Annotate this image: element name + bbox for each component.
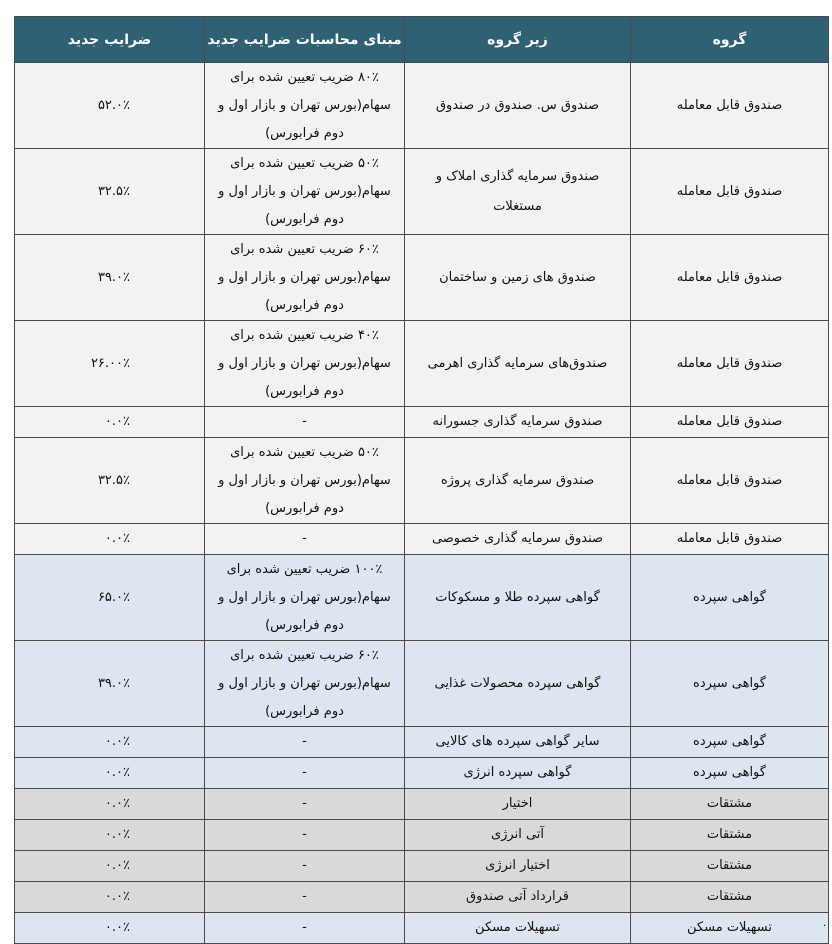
rates-table xyxy=(14,16,829,944)
cell-basis: - xyxy=(205,789,405,820)
cell-subgroup: گواهی سپرده طلا و مسکوکات xyxy=(405,555,631,641)
cell-new-rate: ۳۹.۰٪ xyxy=(15,235,205,321)
cell-new-rate: ۰.۰٪ xyxy=(15,407,205,438)
cell-new-rate: ۳۲.۵٪ xyxy=(15,438,205,524)
table-row xyxy=(15,913,829,944)
header-subgroup: زیر گروه xyxy=(405,17,631,63)
cell-group: گواهی سپرده xyxy=(631,555,829,641)
header-group: گروه xyxy=(631,17,829,63)
cell-basis: ۱۰۰٪ ضریب تعیین شده برای سهام(بورس تهران و بازار اول و دوم فرابورس) xyxy=(205,555,405,641)
cell-subgroup: صندوق سرمایه گذاری املاک و مستغلات xyxy=(405,149,631,235)
cell-basis: - xyxy=(205,851,405,882)
table-row xyxy=(15,789,829,820)
cell-subgroup: آتی انرژی xyxy=(405,820,631,851)
cell-group: صندوق قابل معامله xyxy=(631,438,829,524)
rates-table-container xyxy=(14,16,828,944)
header-new-rate: ضرایب جدید xyxy=(15,17,205,63)
table-row xyxy=(15,727,829,758)
cell-new-rate: ۰.۰٪ xyxy=(15,789,205,820)
table-row xyxy=(15,555,829,641)
cell-group: مشتقات xyxy=(631,789,829,820)
cell-group: صندوق قابل معامله xyxy=(631,63,829,149)
cell-basis: ۸۰٪ ضریب تعیین شده برای سهام(بورس تهران و بازار اول و دوم فرابورس) xyxy=(205,63,405,149)
cell-basis: ۴۰٪ ضریب تعیین شده برای سهام(بورس تهران و بازار اول و دوم فرابورس) xyxy=(205,321,405,407)
cell-group: صندوق قابل معامله xyxy=(631,524,829,555)
cell-group: صندوق قابل معامله xyxy=(631,321,829,407)
cell-new-rate: ۳۹.۰٪ xyxy=(15,641,205,727)
cell-group: صندوق قابل معامله xyxy=(631,235,829,321)
cell-subgroup: تسهیلات مسکن xyxy=(405,913,631,944)
cell-basis: - xyxy=(205,758,405,789)
cell-basis: - xyxy=(205,820,405,851)
table-row xyxy=(15,63,829,149)
cell-new-rate: ۰.۰٪ xyxy=(15,727,205,758)
cell-subgroup: صندوق های زمین و ساختمان xyxy=(405,235,631,321)
cell-basis: ۵۰٪ ضریب تعیین شده برای سهام(بورس تهران و بازار اول و دوم فرابورس) xyxy=(205,149,405,235)
cell-new-rate: ۰.۰٪ xyxy=(15,524,205,555)
cell-new-rate: ۰.۰٪ xyxy=(15,758,205,789)
cell-subgroup: صندوق سرمایه گذاری پروژه xyxy=(405,438,631,524)
cell-subgroup: اختیار انرژی xyxy=(405,851,631,882)
cell-subgroup: اختیار xyxy=(405,789,631,820)
cell-group: گواهی سپرده xyxy=(631,641,829,727)
table-row xyxy=(15,149,829,235)
cell-group: مشتقات xyxy=(631,851,829,882)
cell-group: تسهیلات مسکن xyxy=(631,913,829,944)
table-row xyxy=(15,758,829,789)
cell-new-rate: ۵۲.۰٪ xyxy=(15,63,205,149)
cell-subgroup: قرارداد آتی صندوق xyxy=(405,882,631,913)
table-body xyxy=(15,63,829,944)
cell-basis: ۶۰٪ ضریب تعیین شده برای سهام(بورس تهران و بازار اول و دوم فرابورس) xyxy=(205,235,405,321)
cell-new-rate: ۰.۰٪ xyxy=(15,820,205,851)
table-row xyxy=(15,882,829,913)
cell-group: گواهی سپرده xyxy=(631,758,829,789)
cell-group: مشتقات xyxy=(631,820,829,851)
cell-group: مشتقات xyxy=(631,882,829,913)
cell-new-rate: ۰.۰٪ xyxy=(15,913,205,944)
cell-subgroup: صندوق سرمایه گذاری خصوصی xyxy=(405,524,631,555)
cell-subgroup: سایر گواهی سپرده های کالایی xyxy=(405,727,631,758)
header-row xyxy=(15,17,829,63)
table-row xyxy=(15,407,829,438)
cell-group: صندوق قابل معامله xyxy=(631,407,829,438)
table-row xyxy=(15,321,829,407)
cell-subgroup: گواهی سپرده محصولات غذایی xyxy=(405,641,631,727)
cell-subgroup: صندوق سرمایه گذاری جسورانه xyxy=(405,407,631,438)
cell-new-rate: ۲۶.۰۰٪ xyxy=(15,321,205,407)
table-row xyxy=(15,641,829,727)
cell-subgroup: صندوق‌های سرمایه گذاری اهرمی xyxy=(405,321,631,407)
cell-new-rate: ۰.۰٪ xyxy=(15,851,205,882)
cell-group: گواهی سپرده xyxy=(631,727,829,758)
header-basis: مبنای محاسبات ضرایب جدید xyxy=(205,17,405,63)
stray-mark: . xyxy=(823,918,827,929)
table-row xyxy=(15,820,829,851)
table-row xyxy=(15,524,829,555)
cell-basis: ۵۰٪ ضریب تعیین شده برای سهام(بورس تهران و بازار اول و دوم فرابورس) xyxy=(205,438,405,524)
cell-new-rate: ۳۲.۵٪ xyxy=(15,149,205,235)
cell-basis: ۶۰٪ ضریب تعیین شده برای سهام(بورس تهران و بازار اول و دوم فرابورس) xyxy=(205,641,405,727)
cell-new-rate: ۶۵.۰٪ xyxy=(15,555,205,641)
table-row xyxy=(15,438,829,524)
cell-basis: - xyxy=(205,407,405,438)
cell-basis: - xyxy=(205,913,405,944)
table-row xyxy=(15,851,829,882)
cell-group: صندوق قابل معامله xyxy=(631,149,829,235)
cell-subgroup: صندوق س. صندوق در صندوق xyxy=(405,63,631,149)
cell-new-rate: ۰.۰٪ xyxy=(15,882,205,913)
cell-basis: - xyxy=(205,727,405,758)
cell-basis: - xyxy=(205,524,405,555)
cell-basis: - xyxy=(205,882,405,913)
cell-subgroup: گواهی سپرده انرژی xyxy=(405,758,631,789)
table-row xyxy=(15,235,829,321)
